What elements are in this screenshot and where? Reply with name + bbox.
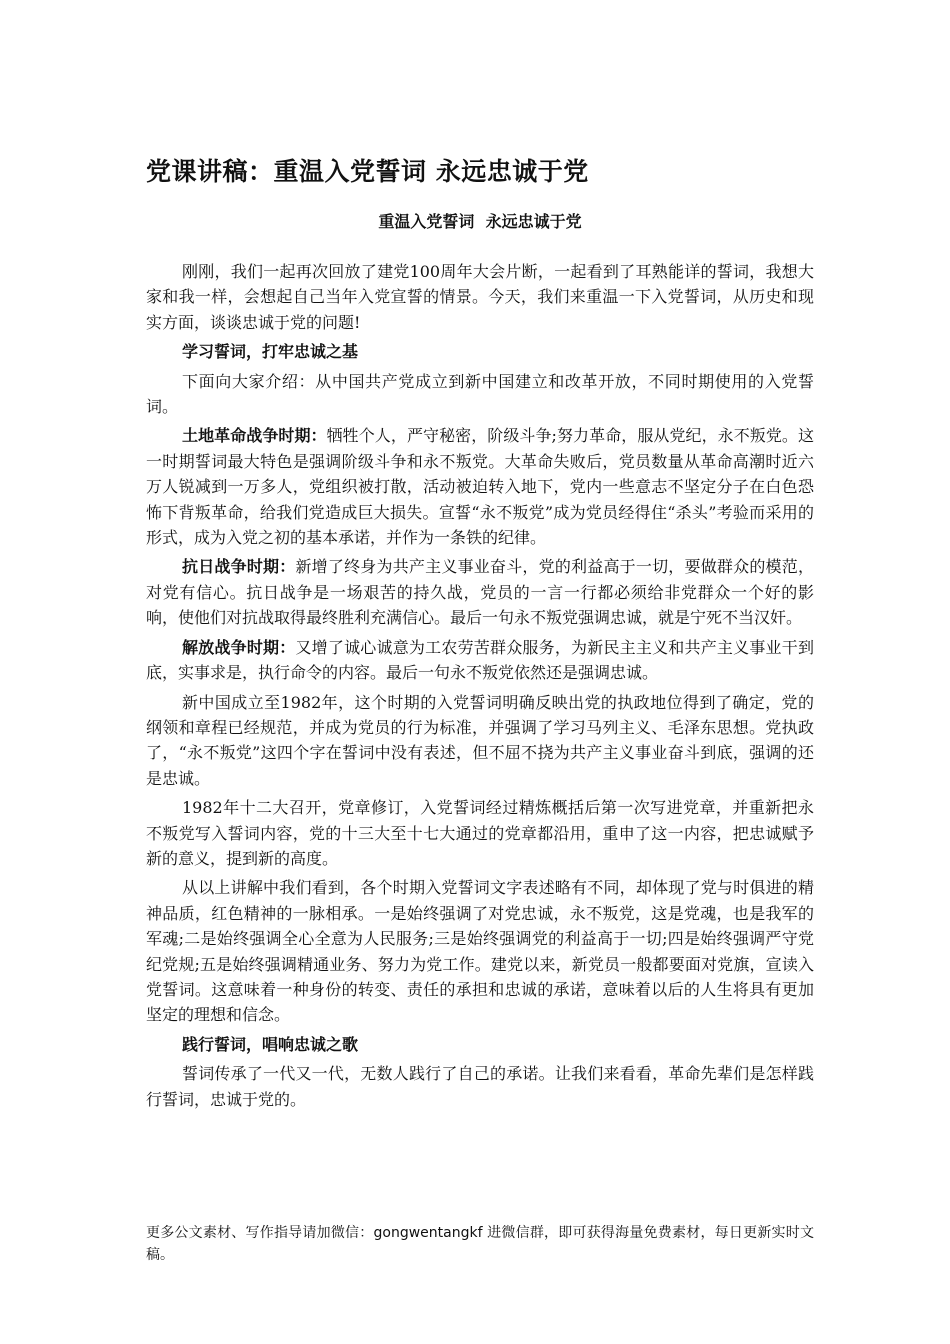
section-heading-study-oath: 学习誓词，打牢忠诚之基 [182,342,359,362]
paragraph-new-china-period: 新中国成立至1982年，这个时期的入党誓词明确反映出党的执政地位得到了确定，党的纲领和章程已经规范，并成为党员的行为标准，并强调了学习马列主义、毛泽东思想。党执政了，“永不叛党”这四个字在誓词中没有表述，但不屈不挠为共产主义事业奋斗到底，强调的还是忠诚。 [146,692,814,788]
period-label-liberation-war: 解放战争时期： [182,637,296,657]
paragraph-summary-points: 从以上讲解中我们看到，各个时期入党誓词文字表述略有不同，却体现了党与时俱进的精神品质，红色精神的一脉相承。一是始终强调了对党忠诚，永不叛党，这是党魂，也是我军的军魂;二是始终强调全心全意为人民服务;三是始终强调党的利益高于一切;四是始终强调严守党纪党规;五是始终强调精通业务、努力为党工作。建党以来，新党员一般都要面对党旗，宣读入党誓词。这意味着一种身份的转变、责任的承担和忠诚的承诺，意味着以后的人生将具有更加坚定的理想和信念。 [146,878,814,1025]
paragraph-practice-intro: 誓词传承了一代又一代，无数人践行了自己的承诺。让我们来看看，革命先辈们是怎样践行誓词，忠诚于党的。 [146,1064,814,1109]
period-label-land-revolution: 土地革命战争时期： [182,426,327,446]
document-title: 党课讲稿：重温入党誓词 永远忠诚于党 [146,157,589,186]
paragraph-1982-congress: 1982年十二大召开，党章修订，入党誓词经过精炼概括后第一次写进党章，并重新把永不叛党写入誓词内容，党的十三大至十七大通过的党章都沿用，重申了这一内容，把忠诚赋予新的意义，提到新的高度。 [146,798,814,868]
paragraph-anti-japanese-war-period [146,554,814,630]
paragraph-oath-overview: 下面向大家介绍：从中国共产党成立到新中国建立和改革开放，不同时期使用的入党誓词。 [146,371,814,417]
period-label-anti-japanese-war: 抗日战争时期： [182,557,296,577]
paragraph-land-revolution-period [146,423,814,550]
period-text-anti-japanese-war: 新增了终身为共产主义事业奋斗，党的利益高于一切，要做群众的模范，对党有信心。抗日战争是一场艰苦的持久战，党员的一言一行都必须给非党群众一个好的影响，使他们对抗战取得最终胜利充满信心。最后一句永不叛党强调忠诚，就是宁死不当汉奸。 [146,557,814,628]
document-subtitle: 重温入党誓词 永远忠诚于党 [378,212,582,231]
section-heading-practice-oath: 践行誓词，唱响忠诚之歌 [182,1034,359,1054]
document-body [146,259,814,1112]
period-text-liberation-war: 又增了诚心诚意为工农劳苦群众服务，为新民主主义和共产主义事业干到底，实事求是，执行命令的内容。最后一句永不叛党依然还是强调忠诚。 [146,637,814,683]
period-text-land-revolution: 牺牲个人，严守秘密，阶级斗争;努力革命，服从党纪，永不叛党。这一时期誓词最大特色是强调阶级斗争和永不叛党。大革命失败后，党员数量从革命高潮时近六万人锐减到一万多人，党组织被打散，活动被迫转入地下，党内一些意志不坚定分子在白色恐怖下背叛革命，给我们党造成巨大损失。宣誓“永不叛党”成为党员经得住“杀头”考验而采用的形式，成为入党之初的基本承诺，并作为一条铁的纪律。 [146,426,814,548]
paragraph-intro: 刚刚，我们一起再次回放了建党100周年大会片断，一起看到了耳熟能详的誓词，我想大家和我一样，会想起自己当年入党宣誓的情景。今天，我们来重温一下入党誓词，从历史和现实方面，谈谈忠诚于党的问题! [146,262,814,332]
footer-note: 更多公文素材、写作指导请加微信：gongwentangkf 进微信群，即可获得海量免费素材，每日更新实时文稿。 [146,1225,814,1263]
paragraph-liberation-war-period [146,635,814,686]
